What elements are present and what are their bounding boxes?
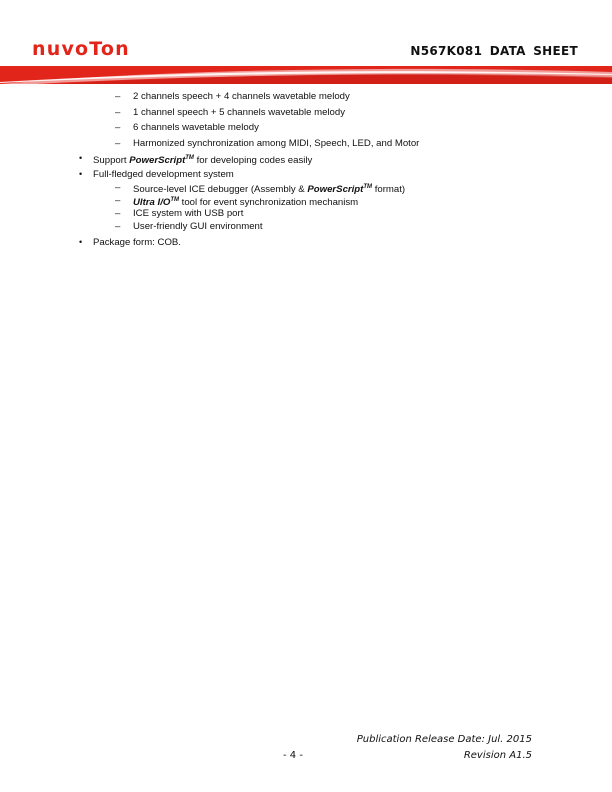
- page-number: - 4 -: [283, 750, 303, 761]
- text-fragment: Support: [93, 155, 130, 167]
- list-item-text: 6 channels wavetable melody: [133, 122, 259, 134]
- list-item-text: Harmonized synchronization among MIDI, Speech, LED, and Motor: [133, 137, 420, 149]
- nuvoton-logo: nuvoTon: [32, 38, 130, 60]
- dash-marker: –: [115, 91, 121, 102]
- bullet-text: Package form: COB.: [93, 237, 181, 248]
- bullet-marker: •: [79, 169, 83, 179]
- list-item-text: 2 channels speech + 4 channels wavetable melody: [133, 91, 350, 102]
- dash-marker: –: [115, 195, 121, 206]
- dash-marker: –: [115, 182, 121, 193]
- powerscript-keyword: PowerScript: [307, 184, 364, 195]
- text-fragment: Source-level ICE debugger (Assembly &: [133, 184, 308, 195]
- trademark-mark: TM: [185, 155, 194, 162]
- document-title: N567K081 DATA SHEET: [410, 44, 578, 58]
- list-item-text: 1 channel speech + 5 channels wavetable melody: [133, 106, 346, 118]
- dash-marker: –: [115, 106, 121, 118]
- revision: Revision A1.5: [463, 750, 532, 761]
- trademark-mark: TM: [170, 197, 179, 203]
- text-fragment: format): [372, 184, 406, 195]
- dash-marker: –: [115, 221, 121, 232]
- bullet-marker: •: [79, 153, 83, 164]
- dash-marker: –: [115, 122, 121, 134]
- trademark-mark: TM: [363, 184, 373, 190]
- text-fragment: tool for event synchronization mechanism: [179, 197, 359, 208]
- dash-marker: –: [115, 208, 121, 219]
- dash-marker: –: [115, 137, 121, 149]
- bullet-text: Full-fledged development system: [93, 169, 234, 180]
- header-swoosh-band: [0, 64, 612, 86]
- list-item-text: User-friendly GUI environment: [133, 221, 263, 232]
- ultra-io-keyword: Ultra I/O: [133, 197, 171, 208]
- list-item-text: ICE system with USB port: [133, 208, 244, 219]
- bullet-marker: •: [79, 237, 83, 247]
- text-fragment: for developing codes easily: [193, 155, 313, 167]
- powerscript-keyword: PowerScript: [129, 155, 186, 167]
- publication-date: Publication Release Date: Jul. 2015: [356, 734, 532, 745]
